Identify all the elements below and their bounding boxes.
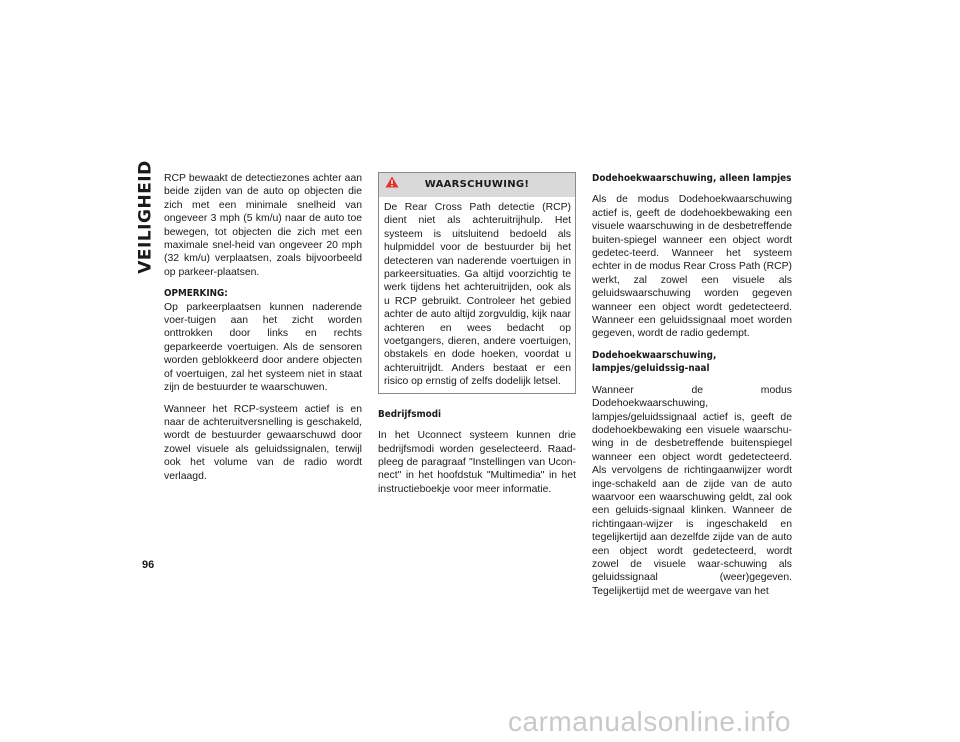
note-text: Op parkeerplaatsen kunnen naderende voer-tuigen aan het zicht worden onttrokken door links en rechts geparkeerde voertuigen. Als de sensoren worden geblokkeerd door andere objecten of voertuigen, zal het systeem niet in staat zijn de bestuurder te waarschuwen. <box>164 301 362 394</box>
watermark-text: carmanualsonline.info <box>508 706 791 737</box>
paragraph-bedrijfsmodi: In het Uconnect systeem kunnen drie bedrijfsmodi worden geselecteerd. Raad-pleeg de paragraaf "Instellingen van Ucon-nect" in het hoofdstuk "Multimedia" in het instructieboekje voor meer informatie. <box>378 430 576 495</box>
heading-lampjes: Dodehoekwaarschuwing, alleen lampjes <box>592 173 792 184</box>
section-heading-bedrijfsmodi: Bedrijfsmodi <box>378 408 442 420</box>
section-title-text: VEILIGHEID <box>136 160 157 274</box>
warning-title: WAARSCHUWING! <box>424 179 530 191</box>
warning-header <box>379 173 575 197</box>
paragraph-lampjes-geluidssignaal: Wanneer de modus Dodehoekwaarschuwing, lampjes/geluidssignaal actief is, geeft de dodehoekbewaking een visuele waarschu-wing in de desbetreffende buitenspiegel wanneer een object wordt gedetecteerd. Als vervolgens de richtingaanwijzer wordt inge-schakeld aan de zijde van de auto waarvoor een waarschuwing geldt, zal ook een geluids-signaal klinken. Wanneer de richtingaan-wijzer is ingeschakeld en tegelijkertijd aan dezelfde zijde van de auto een object wordt gedetecteerd, wordt zowel de visuele waar-schuwing als geluidssignaal (weer)gegeven. Tegelijkertijd met de weergave van het <box>592 384 792 597</box>
heading-lampjes-geluidssignaal: Dodehoekwaarschuwing, lampjes/geluidssig-naal <box>592 349 717 375</box>
paragraph-rcp-zones: RCP bewaakt de detectiezones achter aan beide zijden van de auto op objecten die zich met een minimale snelheid van ongeveer 3 mph (5 km/u) naar de auto toe bewegen, tot objecten die zich met een maximale snel-heid van ongeveer 20 mph (32 km/u) verplaatsen, zoals bijvoorbeeld op parkeer-plaatsen. <box>164 173 362 278</box>
column-1 <box>164 172 362 491</box>
warning-text: De Rear Cross Path detectie (RCP) dient niet als achteruitrijhulp. Het systeem is uitsluitend bedoeld als hulpmiddel voor de bestuurder bij het detecteren van naderende voertuigen in parkeersituaties. Ga altijd voorzichtig te werk tijdens het achteruitrijden, ook als u RCP gebruikt. Controleer het gebied achter de auto altijd zorgvuldig, kijk naar achteren en wees bedacht op voetgangers, dieren, andere voertuigen, obstakels en dode hoeken, voordat u achteruitrijdt. Anders bestaat er een risico op ernstig of zelfs dodelijk letsel. <box>384 202 571 388</box>
section-side-title <box>133 160 159 274</box>
paragraph-lampjes: Als de modus Dodehoekwaarschuwing actief is, geeft de dodehoekbewaking een visuele waarschuwing in de desbetreffende buiten-spiegel wanneer een object wordt gedetec-teerd. Wanneer het systeem echter in de modus Rear Cross Path (RCP) werkt, zal zowel een visuele als geluidswaarschuwing worden gegeven wanneer een object wordt gedetecteerd. Wanneer een geluidssignaal moet worden gegeven, wordt de radio gedempt. <box>592 194 792 340</box>
warning-box <box>378 172 576 394</box>
paragraph-rcp-active: Wanneer het RCP-systeem actief is en naar de achteruitversnelling is geschakeld, wordt de bestuurder gewaarschuwd door zowel visuele als geluidssignalen, terwijl ook het volume van de radio wordt verlaagd. <box>164 403 362 482</box>
warning-triangle-icon <box>385 176 399 188</box>
page-number: 96 <box>142 559 155 571</box>
column-3 <box>592 172 792 598</box>
note-heading: OPMERKING: <box>164 288 228 300</box>
column-2 <box>378 172 576 504</box>
